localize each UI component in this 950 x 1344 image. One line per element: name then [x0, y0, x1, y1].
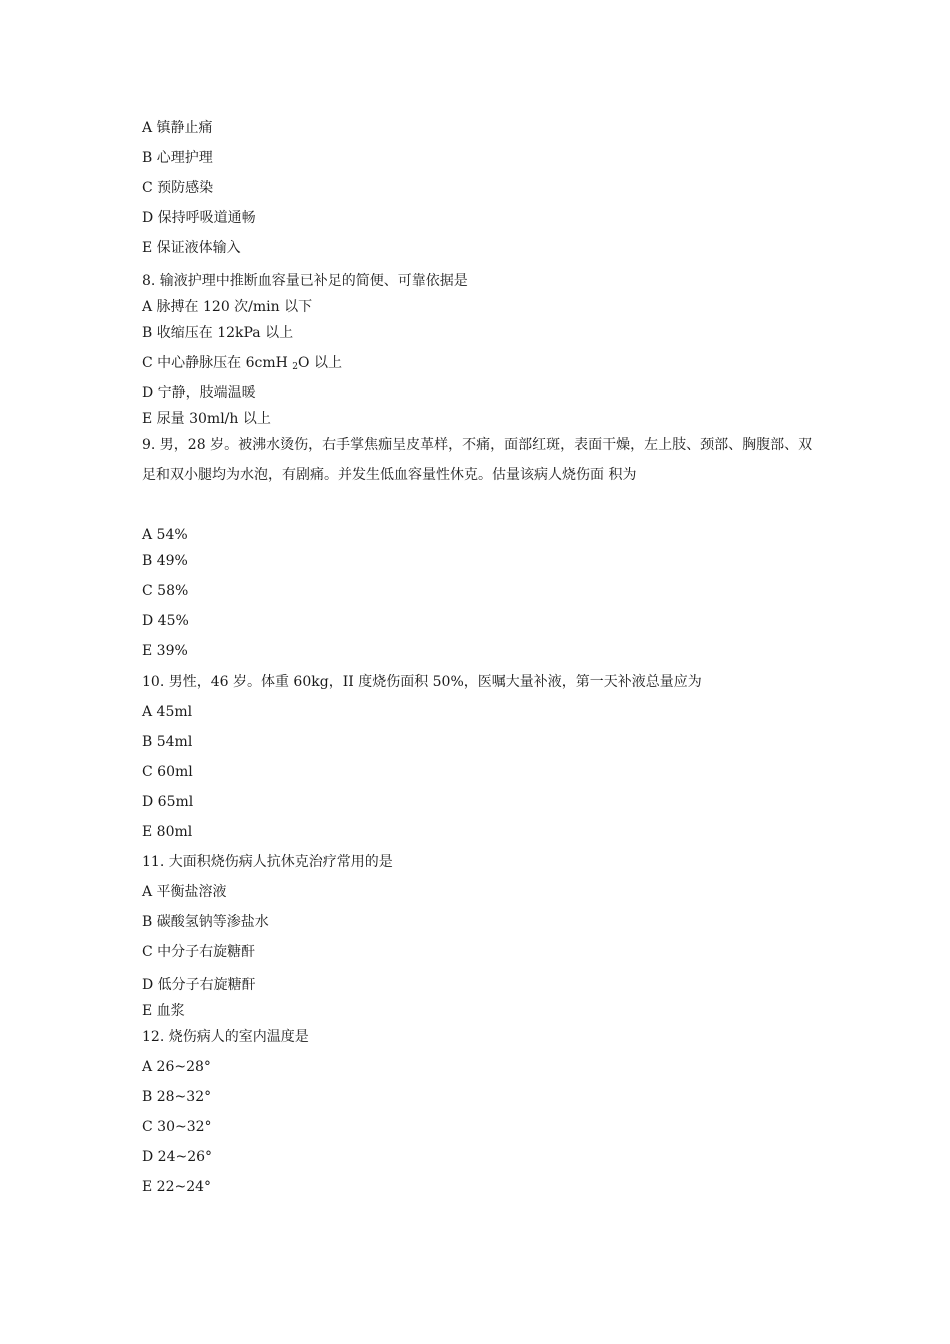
- q9-stem: 9. 男，28 岁。被沸水烫伤，右手掌焦痂呈皮革样，不痛，面部红斑，表面干燥，左上肢、颈部、胸腹部、双足和双小腿均为水泡，有剧痛。并发生低血容量性休克。估量该病人烧伤面 积为: [142, 437, 813, 483]
- q7-option-a: A 镇静止痛: [142, 120, 213, 136]
- q8-option-c-text: C 中心静脉压在 6cmH: [142, 355, 293, 371]
- q10-option-d: D 65ml: [142, 794, 194, 810]
- q8-option-e: E 尿量 30ml/h 以上: [142, 411, 271, 427]
- q7-option-e: E 保证液体输入: [142, 240, 241, 256]
- q7-option-d: D 保持呼吸道通畅: [142, 210, 256, 226]
- q8-option-c: [142, 354, 342, 376]
- q12-option-c: C 30~32°: [142, 1119, 212, 1135]
- q7-option-b: B 心理护理: [142, 150, 213, 166]
- q10-option-a: A 45ml: [142, 704, 193, 720]
- q7-option-c: C 预防感染: [142, 180, 214, 196]
- q10-option-b: B 54ml: [142, 734, 193, 750]
- q12-option-d: D 24~26°: [142, 1149, 213, 1165]
- q12-option-a: A 26~28°: [142, 1059, 211, 1075]
- q8-option-b: B 收缩压在 12kPa 以上: [142, 325, 294, 341]
- q9-option-a: A 54%: [142, 527, 188, 543]
- q11-option-c: C 中分子右旋糖酐: [142, 944, 256, 960]
- q12-stem: 12. 烧伤病人的室内温度是: [142, 1029, 309, 1045]
- q12-option-e: E 22~24°: [142, 1179, 212, 1195]
- q12-option-b: B 28~32°: [142, 1089, 212, 1105]
- q9-option-d: D 45%: [142, 613, 189, 629]
- q8-option-c-text-end: O 以上: [298, 355, 342, 371]
- q10-stem: 10. 男性，46 岁。体重 60kg，II 度烧伤面积 50%，医嘱大量补液，第一天补液总量应为: [142, 674, 702, 690]
- q10-option-c: C 60ml: [142, 764, 193, 780]
- q11-option-a: A 平衡盐溶液: [142, 884, 227, 900]
- q11-option-e: E 血浆: [142, 1003, 185, 1019]
- q11-stem: 11. 大面积烧伤病人抗休克治疗常用的是: [142, 854, 393, 870]
- q11-option-d: D 低分子右旋糖酐: [142, 977, 256, 993]
- q10-option-e: E 80ml: [142, 824, 193, 840]
- q9-option-c: C 58%: [142, 583, 189, 599]
- q8-option-a: A 脉搏在 120 次/min 以下: [142, 299, 313, 315]
- q9-option-e: E 39%: [142, 643, 188, 659]
- q9-option-b: B 49%: [142, 553, 188, 569]
- q8-option-d: D 宁静，肢端温暖: [142, 385, 256, 401]
- q11-option-b: B 碳酸氢钠等渗盐水: [142, 914, 269, 930]
- q8-option-c-subscript: 2: [292, 362, 299, 372]
- q8-stem: 8. 输液护理中推断血容量已补足的简便、可靠依据是: [142, 273, 468, 289]
